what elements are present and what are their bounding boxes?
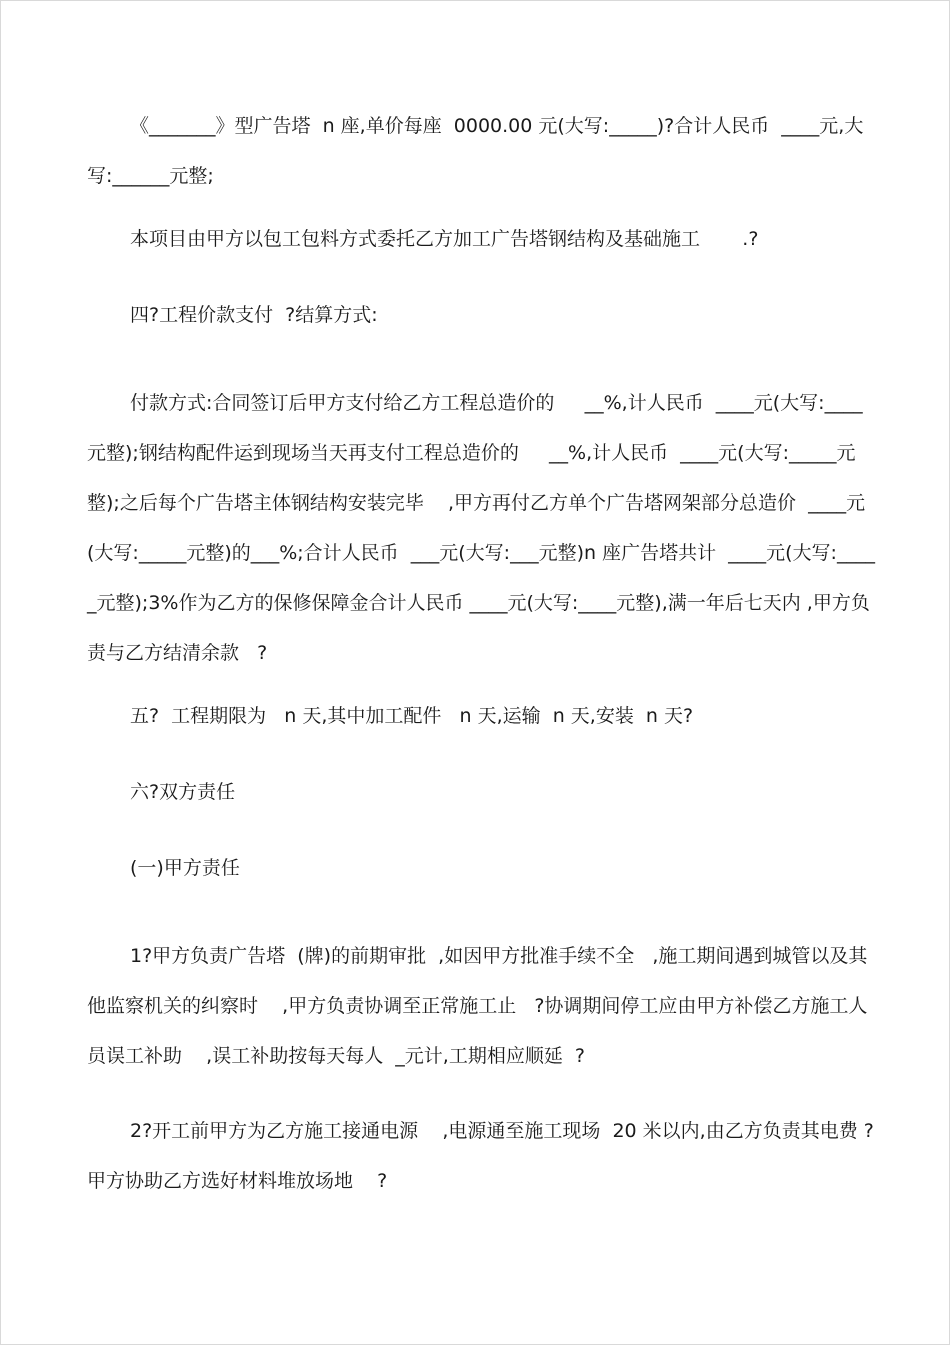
paragraph-item-2: 2?开工前甲方为乙方施工接通电源 ,电源通至施工现场 20 米以内,由乙方负责其电费 ?甲方协助乙方选好材料堆放场地 ?: [87, 1120, 874, 1192]
paragraph-item-1: 1?甲方负责广告塔 (牌)的前期审批 ,如因甲方批准手续不全 ,施工期间遇到城管以及其他监察机关的纠察时 ,甲方负责协调至正常施工止 ?协调期间停工应由甲方补偿乙方施工人员误工补助 ,误工补助按每天每人 _元计,工期相应顺延 ?: [87, 945, 868, 1067]
paragraph-project-scope: 本项目由甲方以包工包料方式委托乙方加工广告塔钢结构及基础施工 .?: [130, 228, 759, 250]
subheading-party-a-responsibility: (一)甲方责任: [130, 857, 240, 879]
section-heading-responsibilities: 六?双方责任: [130, 781, 236, 803]
section-heading-payment: 四?工程价款支付 ?结算方式:: [130, 304, 378, 326]
document-body: [87, 101, 877, 1231]
paragraph-price-clause: 《_______》型广告塔 n 座,单价每座 0000.00 元(大写:_____)?合计人民币 ____元,大写:______元整;: [87, 115, 864, 187]
paragraph-payment-method: 付款方式:合同签订后甲方支付给乙方工程总造价的 __%,计人民币 ____元(大写:____元整);钢结构配件运到现场当天再支付工程总造价的 __%,计人民币 ____元(大写:_____元整);之后每个广告塔主体钢结构安装完毕 ,甲方再付乙方单个广告塔网架部分总造价 ____元(大写:_____元整)的___%;合计人民币 ___元(大写:___元整)n 座广告塔共计 ____元(大写:_____元整);3%作为乙方的保修保障金合计人民币 ____元(大写:____元整),满一年后七天内 ,甲方负责与乙方结清余款 ?: [87, 392, 875, 664]
paragraph-construction-period: 五? 工程期限为 n 天,其中加工配件 n 天,运输 n 天,安装 n 天?: [130, 705, 694, 727]
